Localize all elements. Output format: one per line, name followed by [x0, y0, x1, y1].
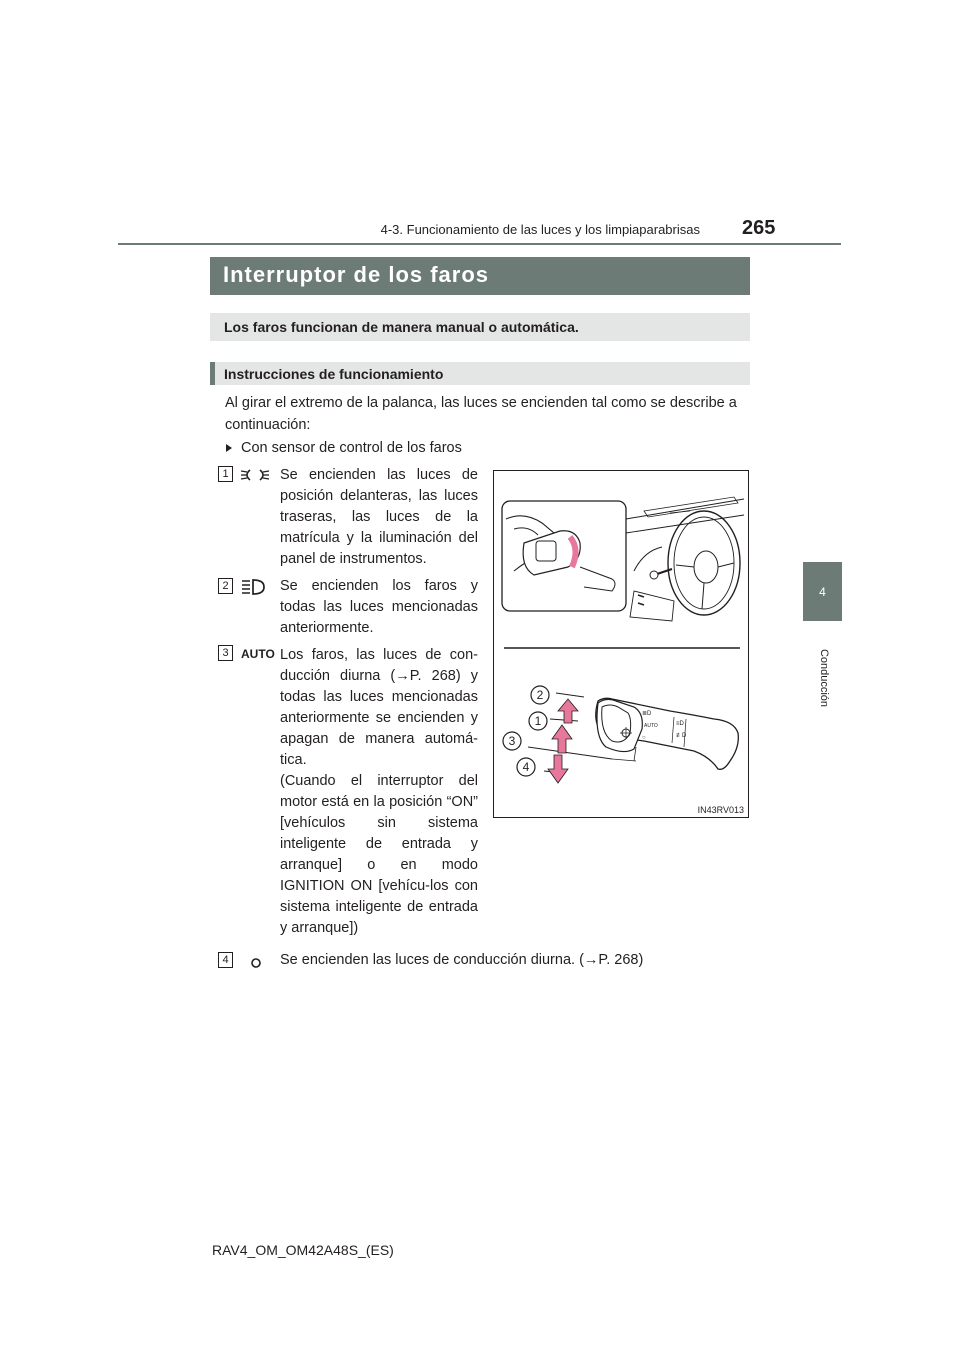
subsection-heading	[210, 362, 750, 385]
item-text-3: Los faros, las luces de con-ducción diurna (→P. 268) y todas las luces mencionadas anteriormente se encienden y apagan de manera automá-tica. (Cuando el interruptor del motor está en la posición “ON” [vehículos sin sistema inteligente de entrada y arranque] o en modo IGNITION ON [vehícu-los con sistema inteligente de entrada y arranque])	[280, 647, 478, 936]
section-header: 4-3. Funcionamiento de las luces y los limpiaparabrisas	[380, 222, 700, 237]
svg-text:≣D: ≣D	[642, 711, 652, 717]
lever-illustration	[493, 470, 749, 818]
off-circle-icon	[250, 956, 262, 974]
intro-paragraph: Al girar el extremo de la palanca, las luces se encienden tal como se describe a continuación:	[225, 395, 737, 433]
intro-bar: Los faros funcionan de manera manual o automática.	[210, 313, 750, 341]
item-text-4: Se encienden las luces de conducción diurna. (→P. 268)	[280, 952, 644, 968]
triangle-bullet-icon	[226, 444, 232, 452]
item-number-4: 4	[218, 952, 233, 968]
svg-text:AUTO: AUTO	[644, 723, 658, 729]
document-code: RAV4_OM_OM42A48S_(ES)	[212, 1242, 394, 1258]
bullet-text: Con sensor de control de los faros	[241, 440, 462, 456]
svg-text:○: ○	[642, 735, 646, 741]
callout-2: 2	[536, 688, 544, 702]
chapter-label: Conducción	[818, 648, 830, 708]
subsection-heading-text: Instrucciones de funcionamiento	[224, 366, 444, 382]
svg-text:≢D: ≢D	[676, 733, 687, 739]
item-text-1: Se encienden las luces de posición delanteras, las luces traseras, las luces de la matrícula y la iluminación del panel de instrumentos.	[280, 467, 478, 567]
svg-text:≡D: ≡D	[676, 721, 684, 727]
side-lights-icon	[240, 467, 270, 488]
page-title: Interruptor de los faros	[210, 257, 750, 295]
item-number-3: 3	[218, 645, 233, 661]
callout-3: 3	[508, 734, 516, 748]
auto-icon: AUTO	[241, 647, 275, 661]
figure-code: IN43RV013	[697, 805, 744, 815]
header-rule	[118, 243, 841, 245]
callout-1: 1	[534, 714, 542, 728]
item-text-2: Se encienden los faros y todas las luces mencionadas anteriormente.	[280, 578, 478, 636]
item-number-1: 1	[218, 466, 233, 482]
headlight-icon	[240, 578, 266, 601]
chapter-tab	[803, 562, 842, 621]
item-number-2: 2	[218, 578, 233, 594]
page-number: 265	[742, 217, 776, 239]
chapter-number: 4	[819, 584, 826, 599]
lever-illustration-drawing	[494, 471, 748, 817]
callout-4: 4	[522, 760, 530, 774]
bullet-item	[226, 440, 462, 456]
